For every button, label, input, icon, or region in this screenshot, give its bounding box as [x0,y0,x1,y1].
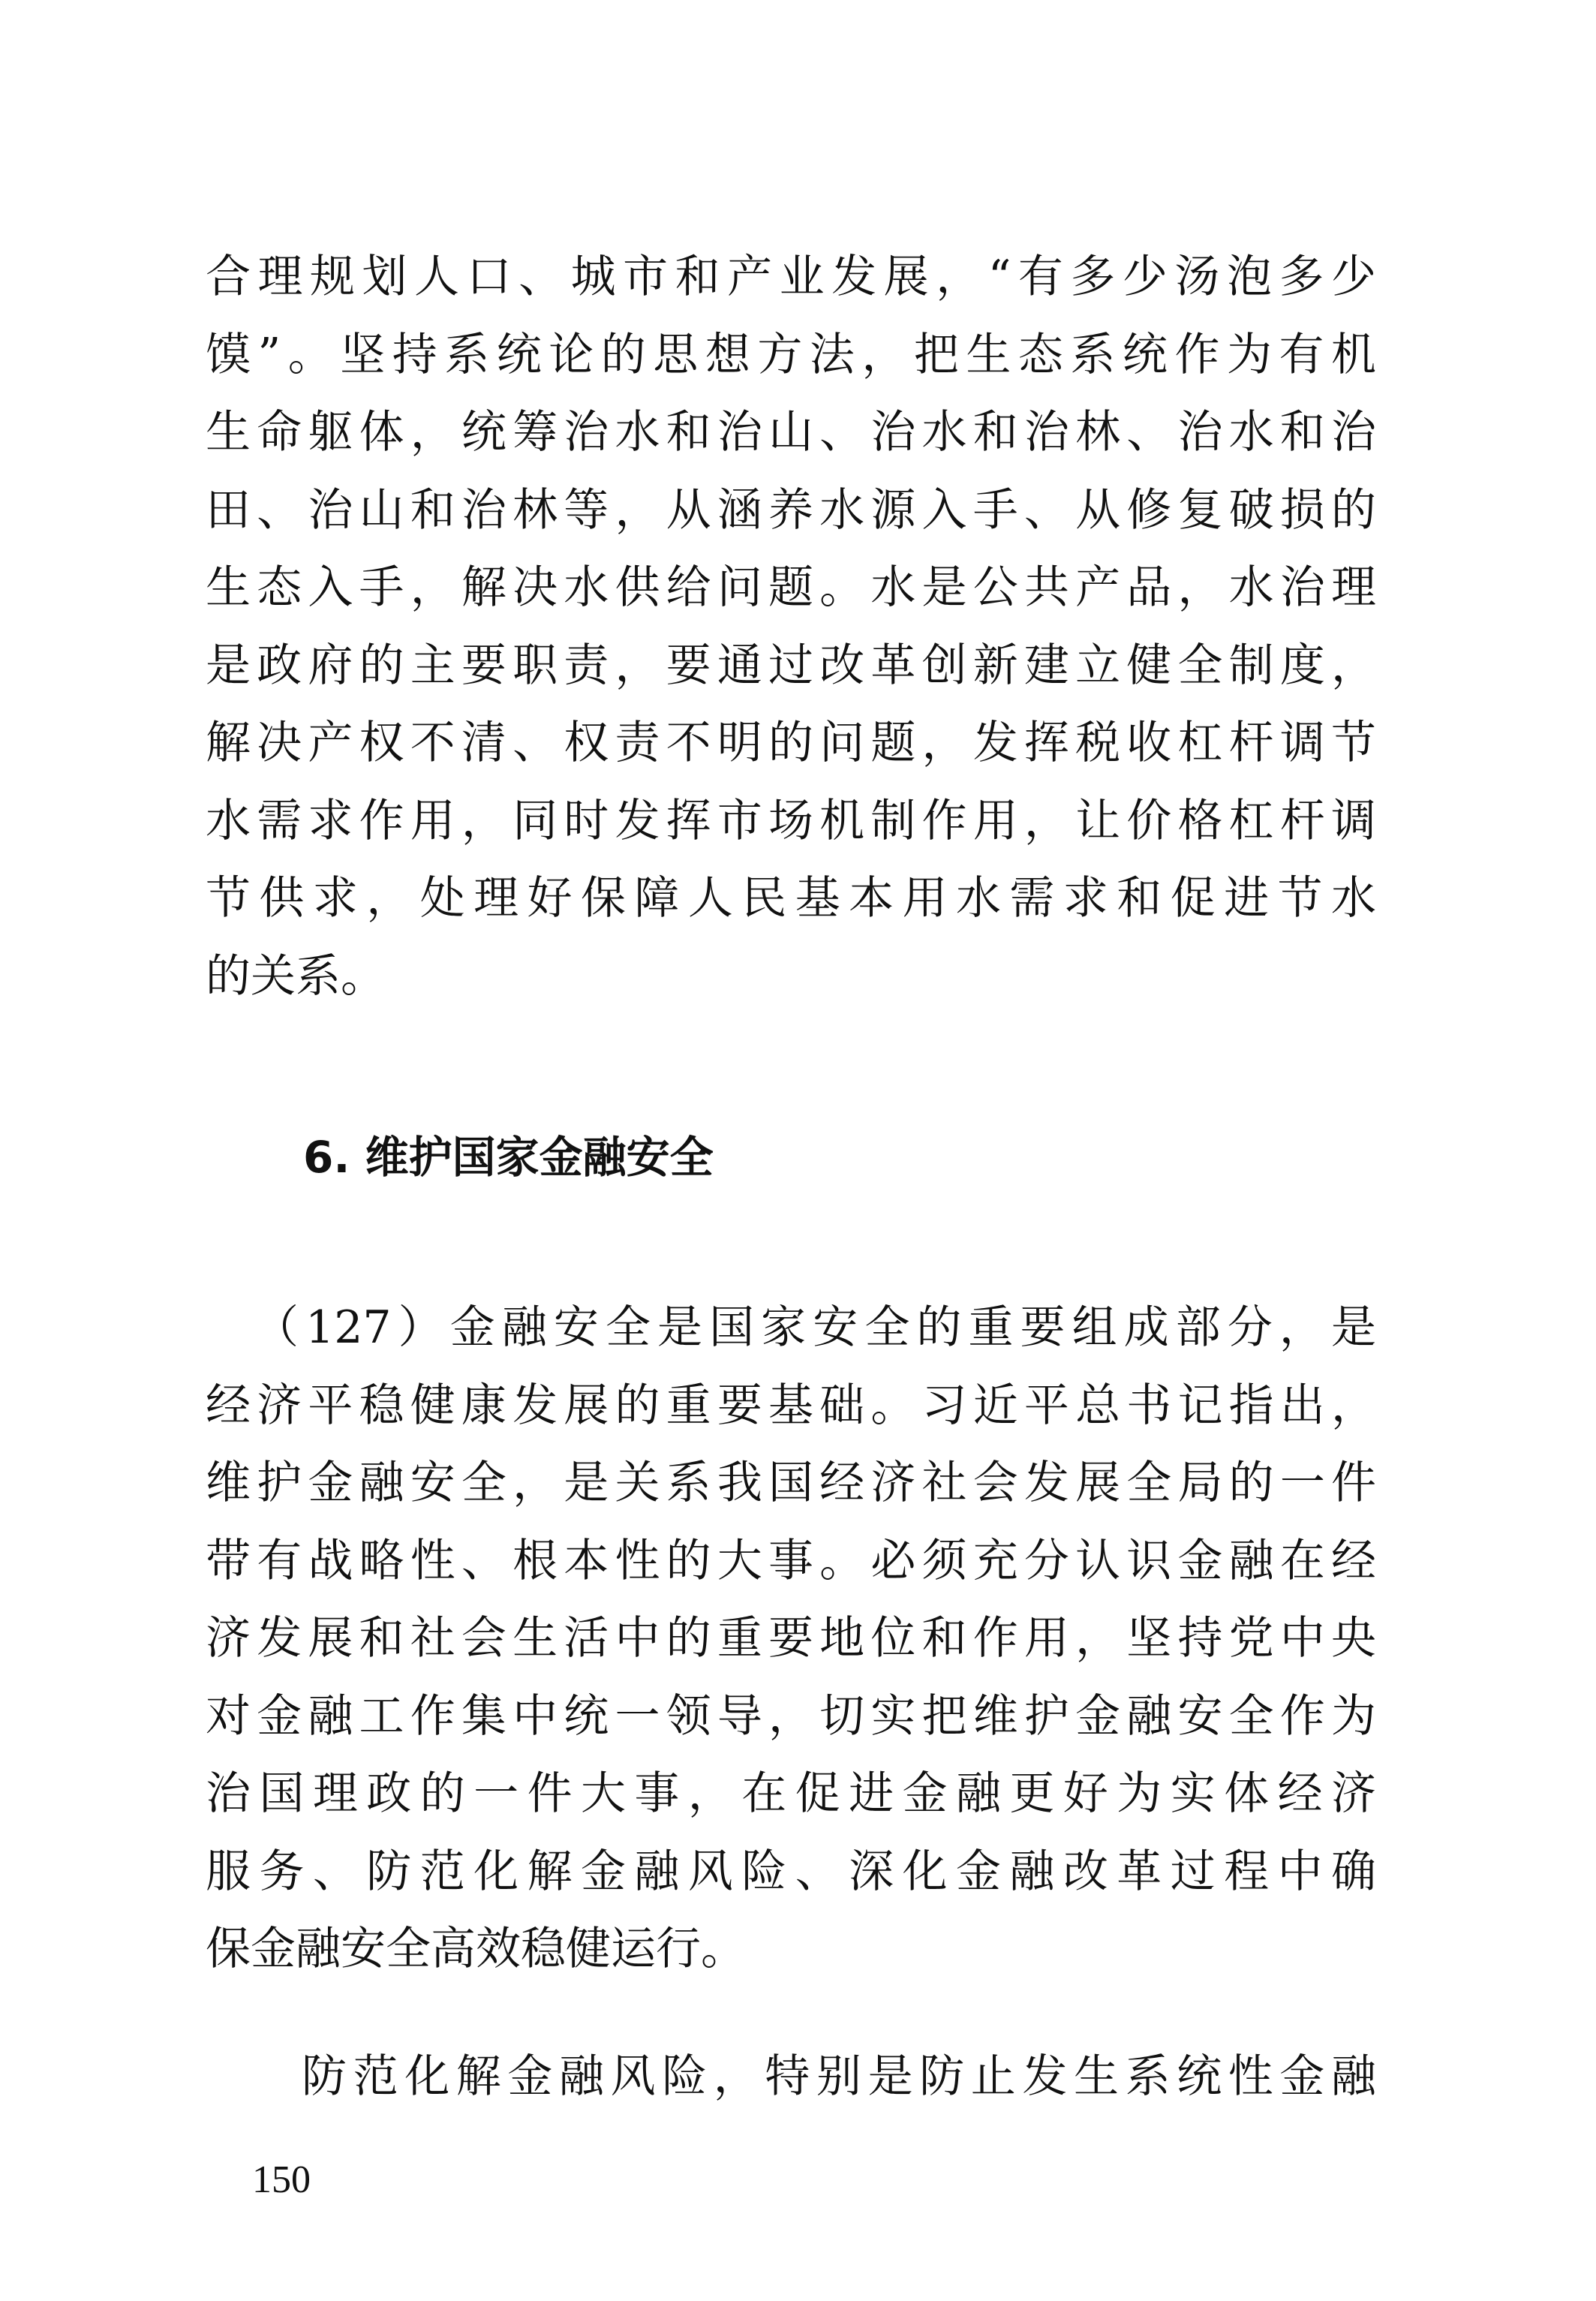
text-line: 带有战略性、根本性的大事。必须充分认识金融在经 [206,1534,1376,1587]
paragraph-financial-security [206,1289,1376,1989]
section-heading: 6. 维护国家金融安全 [303,1132,714,1183]
text-line: 的关系。 [206,949,386,1003]
text-line: 合理规划人口、城市和产业发展，“有多少汤泡多少 [206,251,1376,303]
page-number: 150 [252,2158,311,2201]
text-line: 保金融安全高效稳健运行。 [206,1923,746,1975]
paragraph-water-governance [206,239,1376,1015]
text-line: 生命躯体，统筹治水和治山、治水和治林、治水和治 [206,406,1376,459]
text-line: （127）金融安全是国家安全的重要组成部分，是 [254,1301,1376,1354]
text-line: 治国理政的一件大事，在促进金融更好为实体经济 [206,1767,1376,1820]
text-line: 是政府的主要职责，要通过改革创新建立健全制度， [206,639,1376,692]
text-line: 对金融工作集中统一领导，切实把维护金融安全作为 [206,1689,1376,1743]
text-line: 解决产权不清、权责不明的问题，发挥税收杠杆调节 [206,717,1376,769]
text-line: 水需求作用，同时发挥市场机制作用，让价格杠杆调 [206,794,1376,847]
text-line: 维护金融安全，是关系我国经济社会发展全局的一件 [206,1457,1376,1509]
paragraph-risk-prevention [206,2038,1376,2116]
text-line: 田、治山和治林等，从涵养水源入手、从修复破损的 [206,483,1376,537]
text-line: 节供求，处理好保障人民基本用水需求和促进节水 [206,872,1376,925]
text-line: 服务、防范化解金融风险、深化金融改革过程中确 [206,1845,1376,1898]
text-line: 生态入手，解决水供给问题。水是公共产品，水治理 [206,561,1376,614]
text-line: 馍”。坚持系统论的思想方法，把生态系统作为有机 [206,328,1376,381]
text-line: 经济平稳健康发展的重要基础。习近平总书记指出， [206,1379,1376,1432]
text-line: 济发展和社会生活中的重要地位和作用，坚持党中央 [206,1612,1376,1665]
text-line: 防范化解金融风险，特别是防止发生系统性金融 [302,2050,1376,2103]
